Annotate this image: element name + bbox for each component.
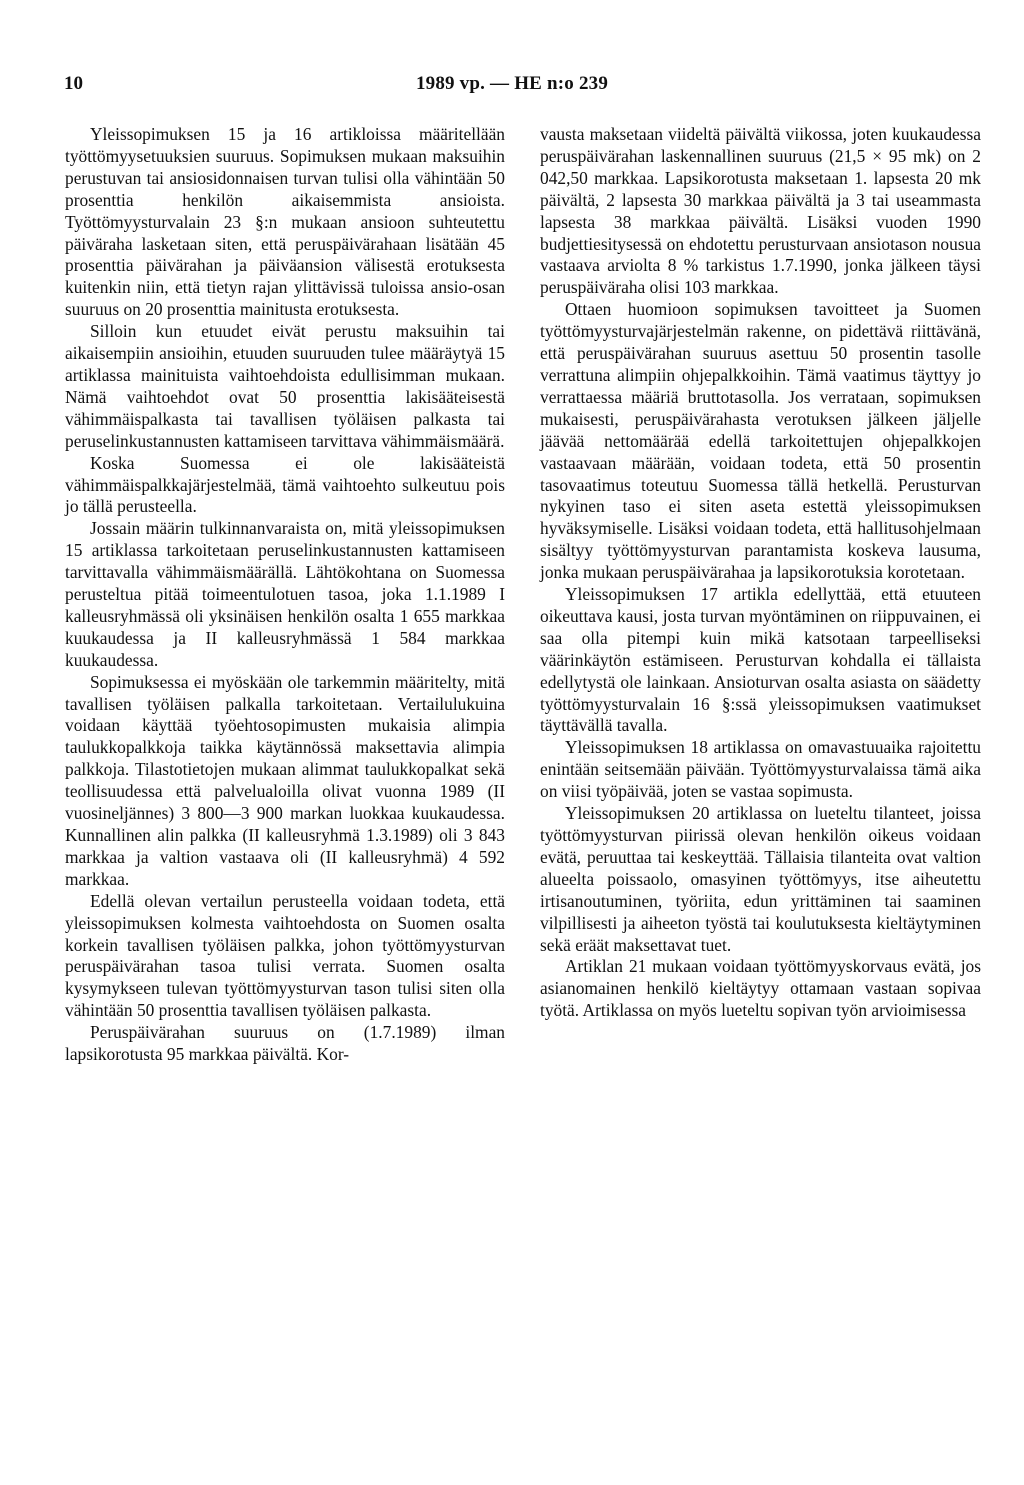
paragraph: Ottaen huomioon sopimuksen tavoitteet ja Suomen työttömyysturvajärjestelmän rakenne, on pidettävä riittävänä, että peruspäivärahan suuruus asettuu 50 prosentin tasolle verrattuna alimpiin ohjepalkkoihin. Tämä vaatimus täyttyy jo verrattaessa määriä bruttotasolla. Jos verrataan, sopimuksen mukaisesti, peruspäivärahasta verotuksen jälkeen jäljelle jäävää nettomäärää edellä tarkoitettujen ohjepalkkojen vastaavaan määrään, voidaan todeta, että 50 prosentin tasovaatimus toteutuu Suomessa tällä hetkellä. Perusturvan nykyinen taso ei siten aseta estettä yleissopimuksen hyväksymiselle. Lisäksi voidaan todeta, että hallitusohjelmaan sisältyy työttömyysturvan parantamista koskeva lausuma, jonka mukaan peruspäivärahaa ja lapsikorotuksia korotetaan.: [540, 299, 981, 583]
paragraph: Yleissopimuksen 18 artiklassa on omavastuuaika rajoitettu enintään seitsemään päivään. Työttömyysturvalaissa tämä aika on viisi työpäivää, joten se vastaa sopimusta.: [540, 737, 981, 802]
paragraph: Edellä olevan vertailun perusteella voidaan todeta, että yleissopimuksen kolmesta vaihtoehdosta on Suomen osalta korkein tavallisen työläisen palkka, johon työttömyysturvan peruspäivärahan tasoa tulisi verrata. Suomen osalta kysymykseen tulevan työttömyysturvan tason tulisi siten olla vähintään 50 prosenttia tavallisen työläisen palkasta.: [65, 890, 505, 1021]
paragraph: Yleissopimuksen 17 artikla edellyttää, että etuuteen oikeuttava kausi, josta turvan myöntäminen on riippuvainen, ei saa olla pitempi kuin mikä katsotaan tarpeelliseksi väärinkäytön estämiseen. Perusturvan kohdalla ei tällaista edellytystä ole lainkaan. Ansioturvan osalta asiasta on säädetty työttömyysturvalain 16 §:ssä yleissopimuksen vaatimukset täyttävällä tavalla.: [540, 584, 981, 736]
page-number: 10: [64, 73, 83, 94]
paragraph: Silloin kun etuudet eivät perustu maksuihin tai aikaisempiin ansioihin, etuuden suuruuden tulee määräytyä 15 artiklassa mainituista vaihtoehdoista edullisimman mukaan. Nämä vaihtoehdot ovat 50 prosenttia lakisääteisestä vähimmäispalkasta tai tavallisen työläisen palkasta tai peruselinkustannusten kattamiseen tarvittava vähimmäismäärä.: [65, 321, 505, 451]
paragraph: Yleissopimuksen 15 ja 16 artikloissa määritellään työttömyysetuuksien suuruus. Sopimuksen mukaan maksuihin perustuvan tai ansiosidonnaisen turvan tulisi olla vähintään 50 prosenttia henkilön aikaisemmista ansioista. Työttömyysturvalain 23 §:n mukaan ansioon suhteutettu päiväraha lasketaan siten, että peruspäivärahaan lisätään 45 prosenttia päivärahan ja päiväansion välisestä erotuksesta kuitenkin niin, että tietyn rajan ylittävissä tuloissa ansio-osan suuruus on 20 prosenttia mainitusta erotuksesta.: [65, 124, 505, 320]
left-column: [65, 124, 505, 1066]
paragraph: Artiklan 21 mukaan voidaan työttömyyskorvaus evätä, jos asianomainen henkilö kieltäytyy ottamaan vastaan sopivaa työtä. Artiklassa on myös lueteltu sopivan työn arvioimisessa: [540, 956, 981, 1021]
paragraph: vausta maksetaan viideltä päivältä viikossa, joten kuukaudessa peruspäivärahan laskennallinen suuruus (21,5 × 95 mk) on 2 042,50 markkaa. Lapsikorotusta maksetaan 1. lapsesta 20 mk päivältä, 2 lapsesta 30 markkaa päivältä ja 3 tai useammasta lapsesta 38 markkaa päivältä. Lisäksi vuoden 1990 budjettiesitysessä on ehdotettu perusturvaan ansiotason nousua vastaava arviolta 8 % tarkistus 1.7.1990, jonka jälkeen täysi peruspäiväraha olisi 103 markkaa.: [540, 124, 981, 298]
paragraph: Peruspäivärahan suuruus on (1.7.1989) ilman lapsikorotusta 95 markkaa päivältä. Kor-: [65, 1022, 505, 1065]
right-column: [540, 124, 981, 1022]
paragraph: Jossain määrin tulkinnanvaraista on, mitä yleissopimuksen 15 artiklassa tarkoitetaan peruselinkustannusten kattamiseen tarvittavalla vähimmäismäärällä. Lähtökohtana on Suomessa perusteltua pitää toimeentulotuen tasoa, joka 1.1.1989 I kalleusryhmässä oli yksinäisen henkilön osalta 1 655 markkaa kuukaudessa ja II kalleusryhmässä 1 584 markkaa kuukaudessa.: [65, 518, 505, 670]
paragraph: Sopimuksessa ei myöskään ole tarkemmin määritelty, mitä tavallisen työläisen palkalla tarkoitetaan. Vertailulukuina voidaan käyttää työehtosopimusten mukaisia alimpia taulukkopalkkoja taikka käytännössä maksettavia alimpia palkkoja. Tilastotietojen mukaan alimmat taulukkopalkat sekä teollisuudessa että palvelualoilla olivat vuonna 1989 (II vuosineljännes) 3 800—3 900 markan luokkaa kuukaudessa. Kunnallinen alin palkka (II kalleusryhmä 1.3.1989) oli 3 843 markkaa ja valtion vastaava oli (II kalleusryhmä) 4 592 markkaa.: [65, 671, 505, 889]
paragraph: Koska Suomessa ei ole lakisääteistä vähimmäispalkkajärjestelmää, tämä vaihtoehto sulkeutuu pois jo tällä perusteella.: [65, 452, 505, 517]
running-head: 1989 vp. — HE n:o 239: [415, 73, 609, 94]
paragraph: Yleissopimuksen 20 artiklassa on lueteltu tilanteet, joissa työttömyysturvan piirissä olevan henkilön oikeus voidaan evätä, peruuttaa tai keskeyttää. Tällaisia tilanteita ovat valtion alueelta poissaolo, omasyinen työttömyys, itse aiheutettu irtisanoutuminen, työriita, edun yrittäminen tai saaminen vilpillisesti ja aiheeton työstä tai koulutuksesta kieltäytyminen sekä eräät maksettavat tuet.: [540, 803, 981, 955]
